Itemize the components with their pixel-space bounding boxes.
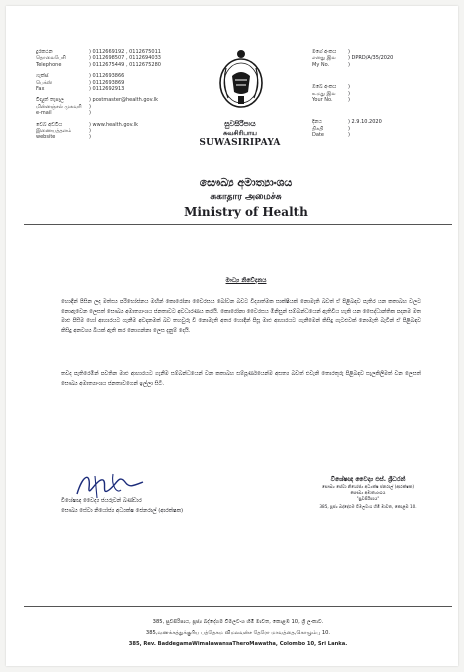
contact-value: ) 0112669192 , 0112675011 (89, 49, 161, 55)
contact-value: ) (89, 110, 91, 117)
reference-value: ) DPRD/A/35/2020 (348, 55, 394, 62)
contact-label: වෙබ් අඩවිය (36, 121, 63, 128)
letter-page (6, 6, 458, 666)
contact-value: ) www.health.gov.lk (89, 121, 139, 128)
contact-label: மின்னஞ்சல் முகவரி (36, 103, 82, 110)
stamp-address: 385, පූජ්‍ය බද්දේගම විමලවංශ හිමි මාවත, කොළඹ 10. (319, 504, 417, 509)
official-stamp (298, 476, 438, 510)
footer-address-tamil: 385,வணக்கத்துக்குரிய பத்தேகம விமலவன்ச தேரோ மாவத்தை,கொழும்பு 10. (145, 630, 331, 636)
contact-value: ) (89, 134, 91, 141)
reference-label: எனது இல (312, 55, 336, 62)
reference-label: My No. (312, 61, 330, 68)
stamp-name: විශේෂඥ වෛද්‍ය එස්. ශ්‍රීධරන් (330, 476, 406, 483)
reference-value: ) (348, 84, 350, 91)
contact-label: Fax (36, 85, 45, 92)
reference-row (312, 132, 442, 138)
reference-label: ඔබේ අංකය (312, 84, 337, 91)
header-divider (24, 224, 452, 225)
contact-label: Telephone (36, 61, 62, 68)
contact-label: website (36, 134, 56, 141)
contact-label: தொலைபேசி (36, 55, 66, 62)
reference-label: Date (312, 132, 324, 139)
reference-label: திகதி (312, 125, 324, 132)
footer-divider (24, 606, 452, 607)
footer-address-english: 385, Rev. BaddegamaWimalawansaTheroMawatha, Colombo 10, Sri Lanka. (128, 641, 348, 647)
contact-value: ) (89, 103, 91, 110)
brand-tamil: சுவசிரிபாய (222, 129, 258, 137)
ministry-name-tamil: சுகாதார அமைச்சு (210, 192, 282, 202)
contact-label: දුරකථන (36, 49, 53, 55)
contact-value: ) 0112698507 , 0112694033 (89, 55, 161, 62)
letter-paragraph-1: හොඳින් පිසින ලද මත්ස්‍ය පරිභෝජනය මඟින් කොරෝනා වෛරසය බෝවන බවට විද්‍යාත්මක සාක්ෂියක් නොමැති බවත් ඒ පිළිබඳව පැතිර යන කතාබහ වලට නොඇවෙන ලෙසත් සෞඛ්‍ය අමාත්‍යාංශය ජනතාවට අවධාරණය කරයි. කොරෝනා වෛරසය මිනිසුන් සම්බන්ධයෙන් ඇතිවිය හැකි යන සෛද්ධාන්තික පදනම මත මාළු පිසීම හෝ ආහාරයට ගැනීම අවදානමක් බව තහවුරු වී නොමැති අතර හොඳින් පිසූ මාළු ආහාරයට ගැනීමෙන් කිසිදු ගැටළුවක් නොමැති බැවින් ඒ පිළිබඳව කිසිදු අනවශ්‍ය බියක් ඇති කර නොගන්නා ලෙස දැනුම් දෙයි. (61, 299, 421, 334)
reference-value: ) (348, 61, 350, 68)
letter-heading: මාධ්‍ය නිවේදනය (225, 277, 267, 284)
reference-value: ) 2.9.10.2020 (348, 119, 382, 126)
contact-value: ) 0112692913 (89, 85, 125, 92)
contact-details (36, 49, 206, 141)
stamp-ministry: සෞඛ්‍ය අමාත්‍යාංශය (350, 490, 386, 495)
contact-label: e-mail (36, 110, 52, 117)
reference-label: දිනය (312, 119, 322, 126)
stamp-building: "සුවසිරිපාය" (356, 496, 380, 501)
reference-label: Your No. (312, 96, 333, 103)
contact-value: ) 0112693869 (89, 79, 125, 86)
contact-value: ) 0112693866 (89, 73, 125, 80)
letter-paragraph-2: තවද පැතිරෙමින් පවතින මාළු ආහාරයට ගැනීම සම්බන්ධයෙන් වන කතාබහ සම්පූර්ණයෙන්ම අසත්‍ය බවත් එවැනි තොරතුරු පිළිබඳව සැලකිලිමත් වන ලෙසත් සෞඛ්‍ය අමාත්‍යාංශය ජනතාවගෙන් ඉල්ලා සිටී. (61, 371, 421, 387)
reference-details (312, 49, 442, 139)
reference-label: உமது இல (312, 90, 336, 97)
reference-label: මගේ අංකය (312, 49, 337, 55)
ministry-name-english: Ministry of Health (184, 205, 308, 219)
left-signatory-name: විශේෂඥ වෛද්‍ය ජයරුවන් බණ්ඩාර (61, 498, 142, 504)
reference-value: ) (348, 49, 350, 55)
reference-value: ) (348, 125, 350, 132)
contact-label: ෆැක්ස් (36, 73, 49, 80)
sri-lanka-emblem-icon (218, 46, 264, 116)
contact-row (36, 134, 206, 140)
left-signatory-title: සෞඛ්‍ය සේවා නියෝජ්‍ය අධ්‍යක්ෂ ජෙනරාල් (ආරක්ෂක) (61, 508, 184, 514)
contact-value: ) postmaster@health.gov.lk (89, 97, 159, 104)
reference-value: ) (348, 96, 350, 103)
ministry-name-sinhala: සෞඛ්‍ය අමාත්‍යාංශය (199, 176, 293, 189)
reference-value: ) (348, 132, 350, 139)
contact-label: பெக்ஸ் (36, 79, 53, 86)
contact-label: විද්‍යුත් තැපෑල (36, 97, 64, 104)
stamp-designation: සෞඛ්‍ය සේවා නියෝජ්‍ය අධ්‍යක්ෂ ජනරාල් (ආරක්ෂක) (322, 484, 414, 489)
contact-value: ) (89, 127, 91, 134)
contact-value: ) 0112675449 , 0112675280 (89, 61, 161, 68)
brand-english: SUWASIRIPAYA (199, 138, 281, 148)
footer-address-sinhala: 385, සුවසිරිපාය, පූජ්‍ය බද්දේගම විමලවංශ හිමි මාවත, කොළඹ 10, ශ්‍රී ලංකාව. (152, 619, 324, 625)
reference-value: ) (348, 90, 350, 97)
brand-sinhala: සුවසිරිපාය (224, 120, 256, 128)
contact-label: இணையத்தளம் (36, 127, 72, 134)
